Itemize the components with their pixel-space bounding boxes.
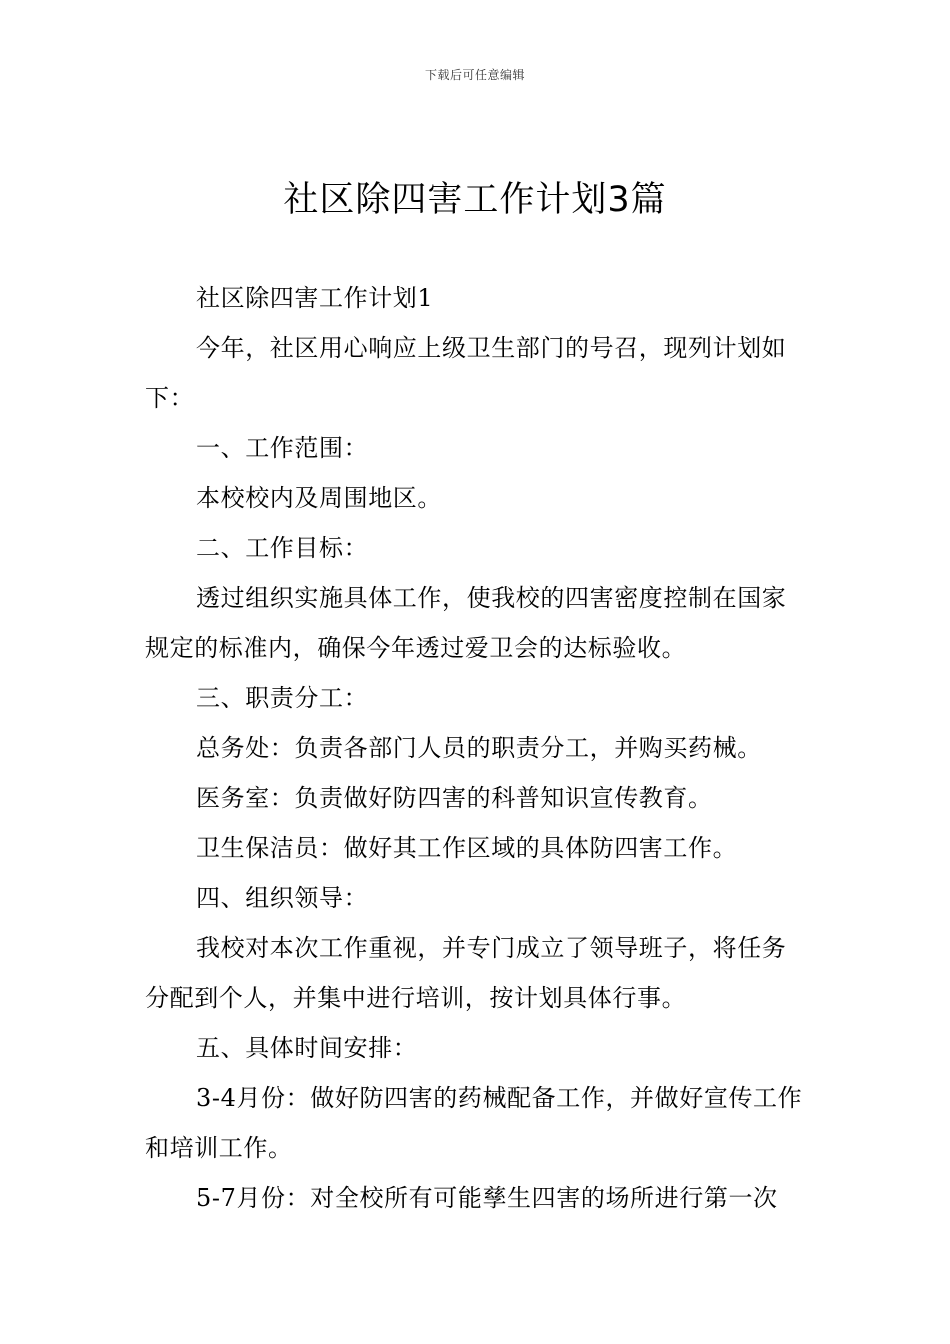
- document-body: [145, 273, 808, 1223]
- paragraph-duty-general-affairs: 总务处：负责各部门人员的职责分工，并购买药械。: [196, 734, 762, 762]
- paragraph-leadership: 我校对本次工作重视，并专门成立了领导班子，将任务分配到个人，并集中进行培训，按计划具体行事。: [145, 934, 787, 1012]
- paragraph-duty-clinic: 医务室：负责做好防四害的科普知识宣传教育。: [196, 784, 713, 812]
- paragraph-scope: 本校校内及周围地区。: [196, 484, 442, 512]
- paragraph-intro: 今年，社区用心响应上级卫生部门的号召，现列计划如下：: [145, 334, 787, 412]
- paragraph-section-scope: 一、工作范围：: [196, 434, 369, 462]
- paragraph-section-schedule: 五、具体时间安排：: [196, 1034, 418, 1062]
- paragraph-duty-cleaners: 卫生保洁员：做好其工作区域的具体防四害工作。: [196, 834, 738, 862]
- paragraph-goal: 透过组织实施具体工作，使我校的四害密度控制在国家规定的标准内，确保今年透过爱卫会的达标验收。: [145, 584, 787, 662]
- paragraph-schedule-may-jul: 5-7月份：对全校所有可能孳生四害的场所进行第一次: [196, 1184, 778, 1212]
- paragraph-section-goal: 二、工作目标：: [196, 534, 369, 562]
- header-note: 下载后可任意编辑: [424, 68, 525, 82]
- paragraph-section-duties: 三、职责分工：: [196, 684, 369, 712]
- paragraph-schedule-mar-apr: 3-4月份：做好防四害的药械配备工作，并做好宣传工作和培训工作。: [145, 1084, 803, 1162]
- document-title: 社区除四害工作计划3篇: [283, 180, 667, 220]
- paragraph-section-leadership: 四、组织领导：: [196, 884, 369, 912]
- paragraph-plan-heading: 社区除四害工作计划1: [196, 284, 434, 312]
